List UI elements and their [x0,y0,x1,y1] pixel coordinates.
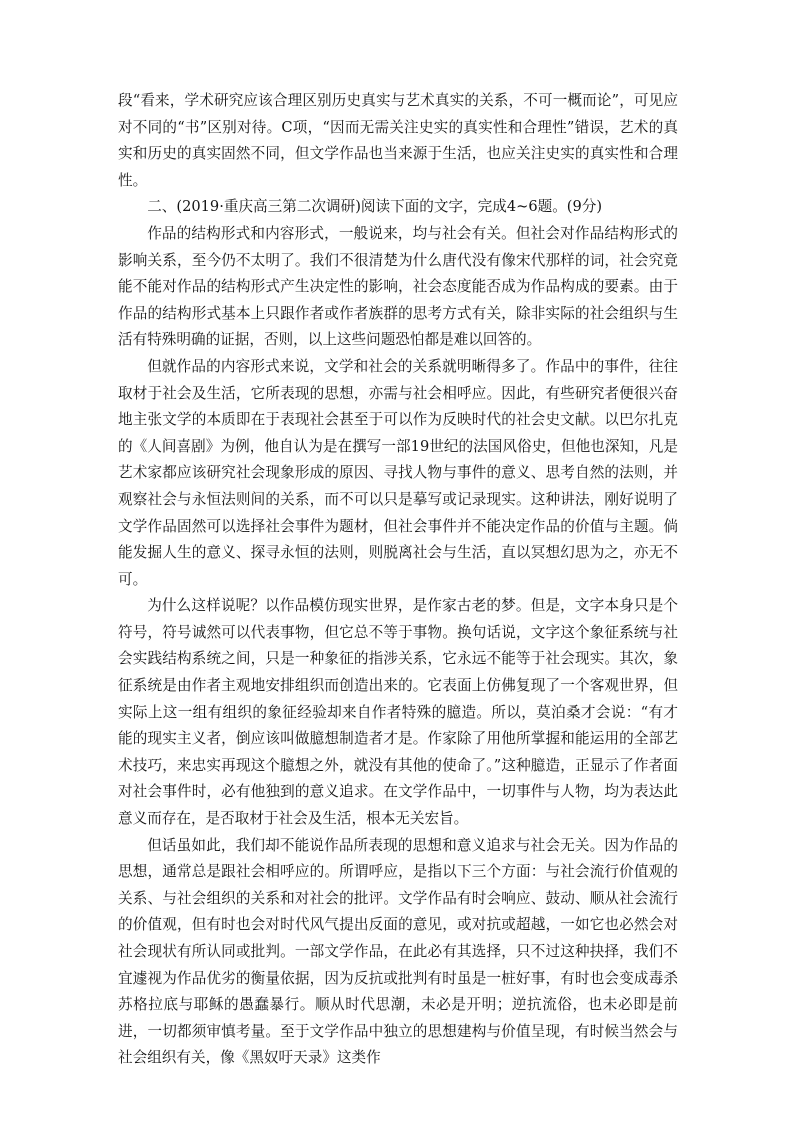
body-paragraph: 作品的结构形式和内容形式，一般说来，均与社会有关。但社会对作品结构形式的影响关系，至今仍不太明了。我们不很清楚为什么唐代没有像宋代那样的词，社会究竟能不能对作品的结构形式产生决定性的影响，社会态度能否成为作品构成的要素。由于作品的结构形式基本上只跟作者或作者族群的思考方式有关，除非实际的社会组织与生活有特殊明确的证据，否则，以上这些问题恐怕都是难以回答的。 [118,224,678,349]
body-paragraph: 但就作品的内容形式来说，文学和社会的关系就明晰得多了。作品中的事件，往往取材于社会及生活，它所表现的思想，亦需与社会相呼应。因此，有些研究者便很兴奋地主张文学的本质即在于表现社会甚至于可以作为反映时代的社会史文献。以巴尔扎克的《人间喜剧》为例，他自认为是在撰写一部19世纪的法国风俗史，但他也深知，凡是艺术家都应该研究社会现象形成的原因、寻找人物与事件的意义、思考自然的法则，并观察社会与永恒法则间的关系，而不可以只是摹写或记录现实。这种讲法，刚好说明了文学作品固然可以选择社会事件为题材，但社会事件并不能决定作品的价值与主题。倘能发掘人生的意义、探寻永恒的法则，则脱离社会与生活，直以冥想幻思为之，亦无不可。 [118,357,678,588]
body-paragraph: 但话虽如此，我们却不能说作品所表现的思想和意义追求与社会无关。因为作品的思想，通常总是跟社会相呼应的。所谓呼应，是指以下三个方面：与社会流行价值观的关系、与社会组织的关系和对社会的批评。文学作品有时会响应、鼓动、顺从社会流行的价值观，但有时也会对时代风气提出反面的意见，或对抗或超越，一如它也必然会对社会现状有所认同或批判。一部文学作品，在此必有其选择，只不过这种抉择，我们不宜遽视为作品优劣的衡量依据，因为反抗或批判有时虽是一桩好事，有时也会变成毒杀苏格拉底与耶稣的愚蠢暴行。顺从时代思潮，未必是开明；逆抗流俗，也未必即是前进，一切都须审慎考量。至于文学作品中独立的思想建构与价值呈现，有时候当然会与社会组织有关，像《黑奴吁天录》这类作 [118,836,678,1067]
body-paragraph: 为什么这样说呢？以作品模仿现实世界，是作家古老的梦。但是，文字本身只是个符号，符号诚然可以代表事物，但它总不等于事物。换句话说，文字这个象征系统与社会实践结构系统之间，只是一种象征的指涉关系，它永远不能等于社会现实。其次，象征系统是由作者主观地安排组织而创造出来的。它表面上仿佛复现了一个客观世界，但实际上这一组有组织的象征经验却来自作者特殊的臆造。所以，莫泊桑才会说：“有才能的现实主义者，倒应该叫做臆想制造者才是。作家除了用他所掌握和能运用的全部艺术技巧，来忠实再现这个臆想之外，就没有其他的使命了。”这种臆造，正显示了作者面对社会事件时，必有他独到的意义追求。在文学作品中，一切事件与人物，均为表达此意义而存在，是否取材于社会及生活，根本无关宏旨。 [118,597,678,828]
document-page [118,88,678,1072]
answer-explanation-paragraph: 段“看来，学术研究应该合理区别历史真实与艺术真实的关系，不可一概而论”，可见应对不同的“书”区别对待。C项，“因而无需关注史实的真实性和合理性”错误，艺术的真实和历史的真实固然不同，但文学作品也当来源于生活，也应关注史实的真实性和合理性。 [118,92,678,189]
question-heading: 二、(2019·重庆高三第二次调研)阅读下面的文字，完成4~6题。(9分) [147,198,603,216]
